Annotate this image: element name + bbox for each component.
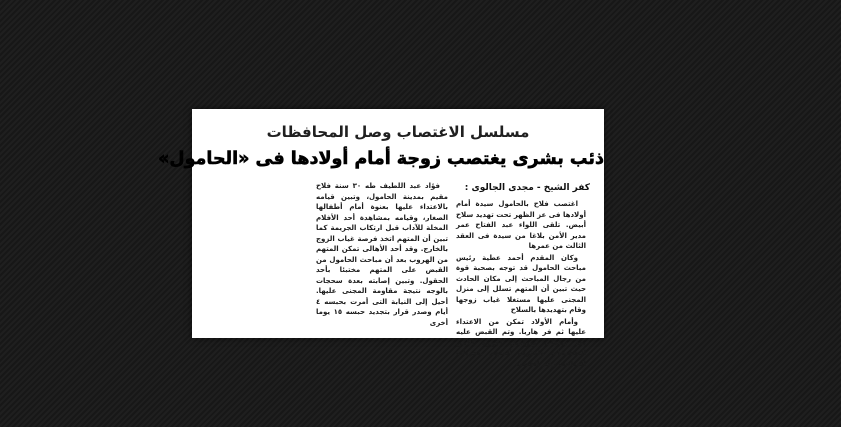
article-paragraph: اغتصب فلاح بالحامول سيدة أمام أولادها فى عز الظهر تحت تهديد سلاح أبيض. تلقى اللواء عبد الفتاح عمر مدير الأمن بلاغا من سيدة فى العقد الثالث من عمرها — [456, 200, 586, 250]
article-column-left — [316, 181, 448, 331]
newspaper-clipping — [158, 109, 604, 368]
article-paragraph: وأمام الأولاد تمكن من الاعتداء عليها ثم فر هاربا. وتم القبض عليه بعد ساعات وتواصل أجهزة الأمن التحقيقات واعترف المتهم بتحريات المباحث رقم القضية — [456, 317, 586, 368]
article-paragraph: وكان المقدم أحمد عطية رئيس مباحث الحامول قد توجه بصحبة قوة من رجال المباحث إلى مكان الحادث حيث تبين أن المتهم تسلل إلى منزل المجنى عليها مستغلا غياب زوجها وقام بتهديدها بالسلاح — [456, 253, 586, 314]
article-byline: كفر الشيخ - مجدى الجالوى : — [464, 183, 590, 193]
article-kicker: مسلسل الاغتصاب وصل المحافظات — [266, 123, 530, 141]
article-headline: ذئب بشرى يغتصب زوجة أمام أولادها فى «الحامول» — [158, 149, 604, 169]
article-column-right — [456, 199, 586, 368]
article-paragraph: فؤاد عبد اللطيف طه ٣٠ سنة فلاح مقيم بمدينة الحامول، وتبين قيامه بالاعتداء عليها بعنوة أمام أطفالها الصغار، وقيامه بمشاهدة أحد الأفلام المخلة للآداب قبل ارتكاب الجريمة كما تبين أن المتهم اتخذ فرصة غياب الزوج بالخارج. وقد أحد الأهالى تمكن المتهم من الهروب بعد أن مباحث الحامول من القبض على المتهم مختبئا بأحد الحقول. وتبين إصابته بعدة سحجات بالوجه نتيجة مقاومة المجنى عليها. أحيل إلى النيابة التى أمرت بحبسه ٤ أيام وصدر قرار بتجديد حبسه ١٥ يوما أخرى — [316, 182, 449, 327]
